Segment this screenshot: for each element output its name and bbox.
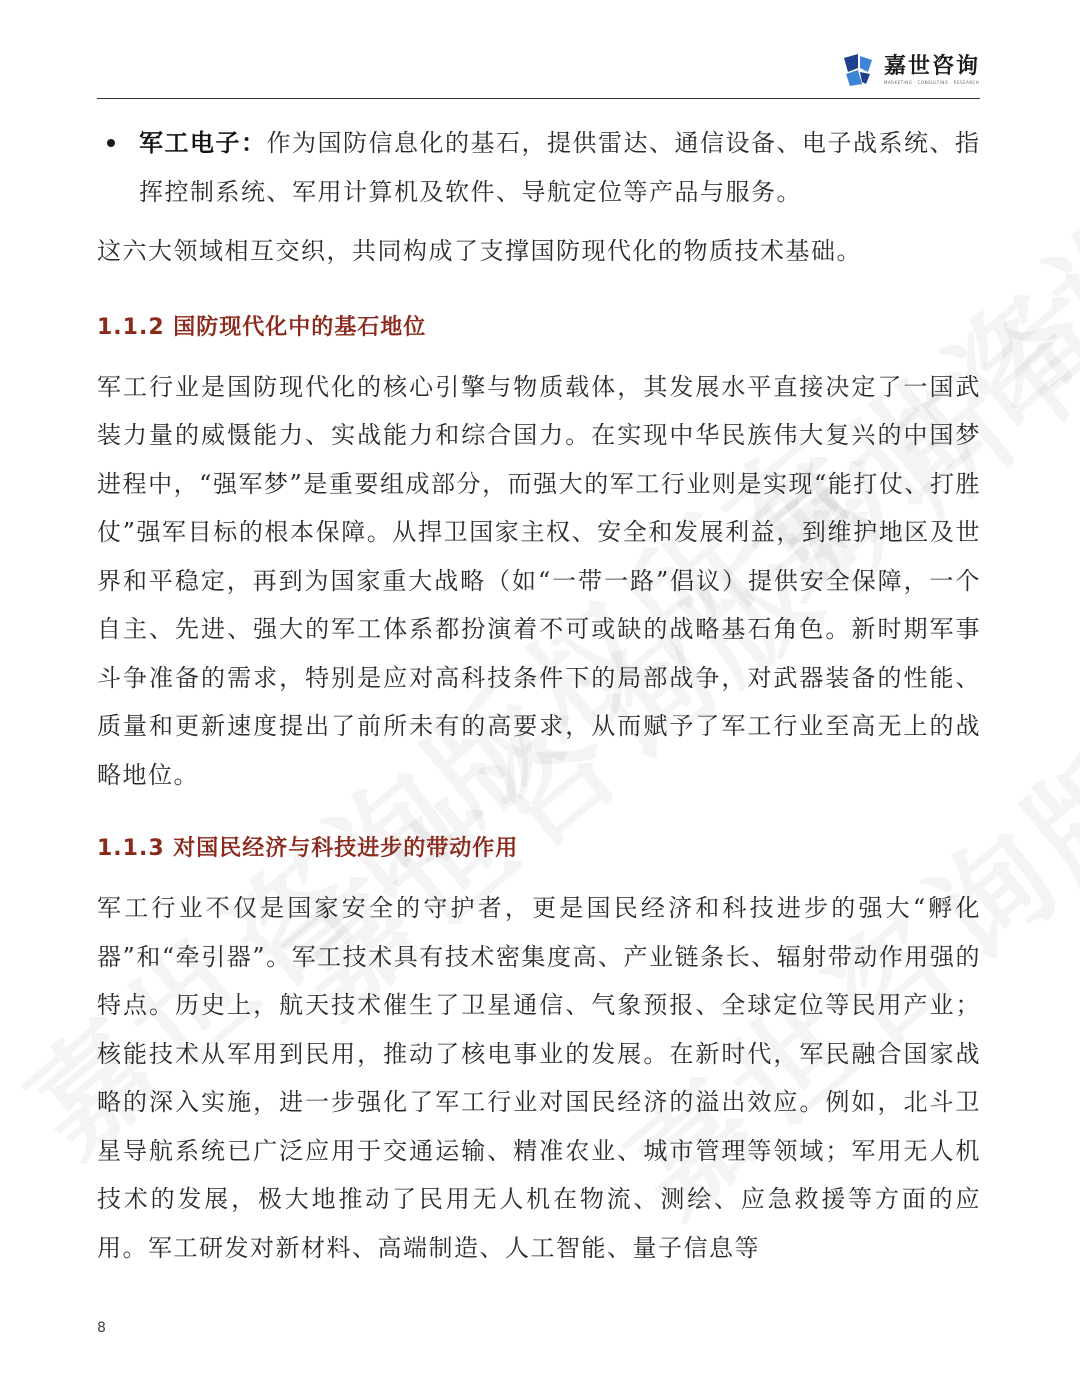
page-content [97,118,981,1272]
bullet-text: 作为国防信息化的基石，提供雷达、通信设备、电子战系统、指挥控制系统、军用计算机及软件、导航定位等产品与服务。 [139,129,981,206]
page-number: 8 [97,1320,106,1336]
list-item-military-electronics [97,118,981,217]
company-name: 嘉世咨询 [883,54,980,79]
section-1-1-2-body: 军工行业是国防现代化的核心引擎与物质载体，其发展水平直接决定了一国武装力量的威慑能力、实战能力和综合国力。在实现中华民族伟大复兴的中国梦进程中，“强军梦”是重要组成部分，而强大的军工行业则是实现“能打仗、打胜仗”强军目标的根本保障。从捍卫国家主权、安全和发展利益，到维护地区及世界和平稳定，再到为国家重大战略（如“一带一路”倡议）提供安全保障，一个自主、先进、强大的军工体系都扮演着不可或缺的战略基石角色。新时期军事斗争准备的需求，特别是应对高科技条件下的局部战争，对武器装备的性能、质量和更新速度提出了前所未有的高要求，从而赋予了军工行业至高无上的战略地位。 [97,372,981,789]
bullet-icon [107,139,115,147]
summary-paragraph: 这六大领域相互交织，共同构成了支撑国防现代化的物质技术基础。 [97,237,862,265]
company-tagline: MARKETING · CONSULTING · RESEARCH [883,80,980,85]
page-header [97,40,980,99]
company-logo [838,50,980,90]
section-heading-1-1-2: 1.1.2 国防现代化中的基石地位 [97,314,427,340]
bullet-term: 军工电子： [139,128,267,157]
section-1-1-3-body: 军工行业不仅是国家安全的守护者，更是国民经济和科技进步的强大“孵化器”和“牵引器”。军工技术具有技术密集度高、产业链条长、辐射带动作用强的特点。历史上，航天技术催生了卫星通信、气象预报、全球定位等民用产业；核能技术从军用到民用，推动了核电事业的发展。在新时代，军民融合国家战略的深入实施，进一步强化了军工行业对国民经济的溢出效应。例如，北斗卫星导航系统已广泛应用于交通运输、精准农业、城市管理等领域；军用无人机技术的发展，极大地推动了民用无人机在物流、测绘、应急救援等方面的应用。军工研发对新材料、高端制造、人工智能、量子信息等 [97,894,981,1262]
company-logo-icon [838,50,878,90]
section-heading-1-1-3: 1.1.3 对国民经济与科技进步的带动作用 [97,836,519,861]
